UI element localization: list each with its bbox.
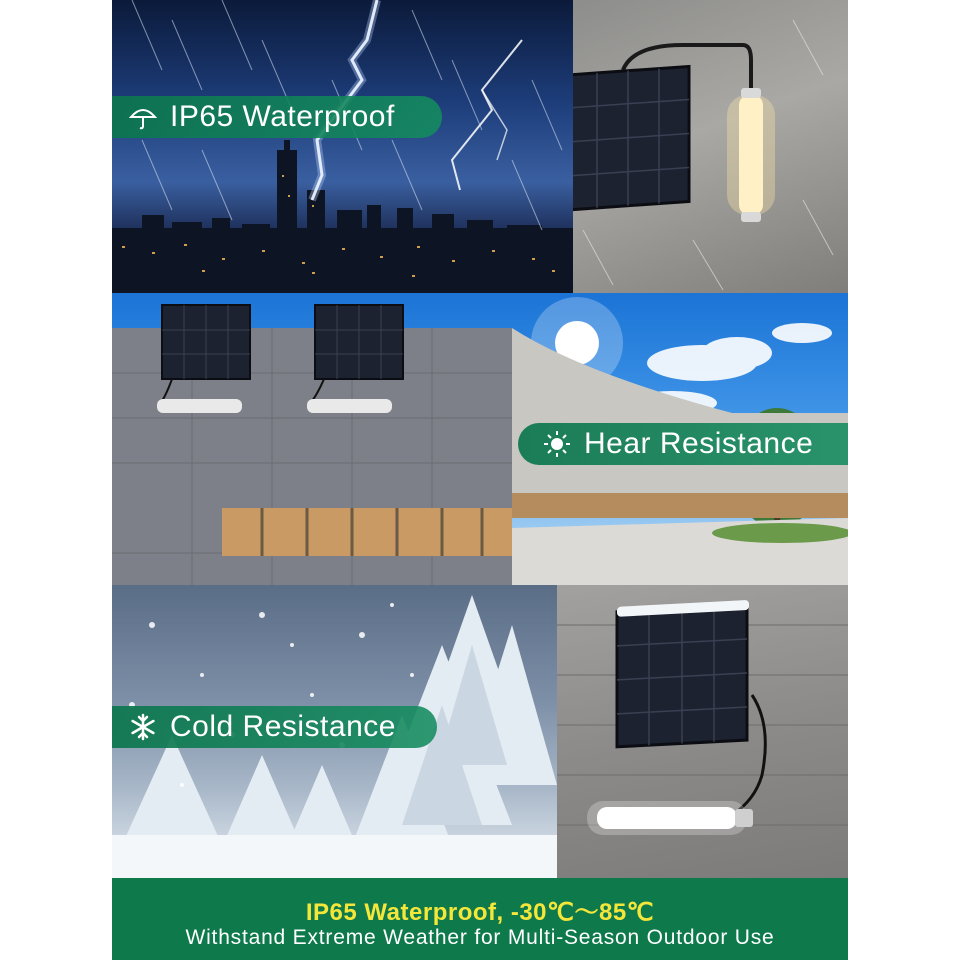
feature-label-text: Hear Resistance [584, 427, 814, 460]
solar-lamp-snow-photo [557, 585, 848, 878]
feature-label-heat [518, 423, 848, 465]
bottom-banner [112, 878, 848, 960]
banner-subtitle: Withstand Extreme Weather for Multi-Season Outdoor Use [185, 926, 775, 949]
snowflake-icon [126, 710, 160, 744]
umbrella-icon [126, 100, 160, 134]
feature-label-cold [112, 706, 437, 748]
feature-label-text: IP65 Waterproof [170, 100, 395, 133]
feature-label-waterproof [112, 96, 442, 138]
storm-city-photo [112, 0, 573, 293]
feature-label-text: Cold Resistance [170, 710, 396, 743]
sun-icon [540, 427, 574, 461]
solar-lamp-rain-photo [573, 0, 848, 293]
banner-title: IP65 Waterproof, -30℃～85℃ [305, 899, 655, 926]
